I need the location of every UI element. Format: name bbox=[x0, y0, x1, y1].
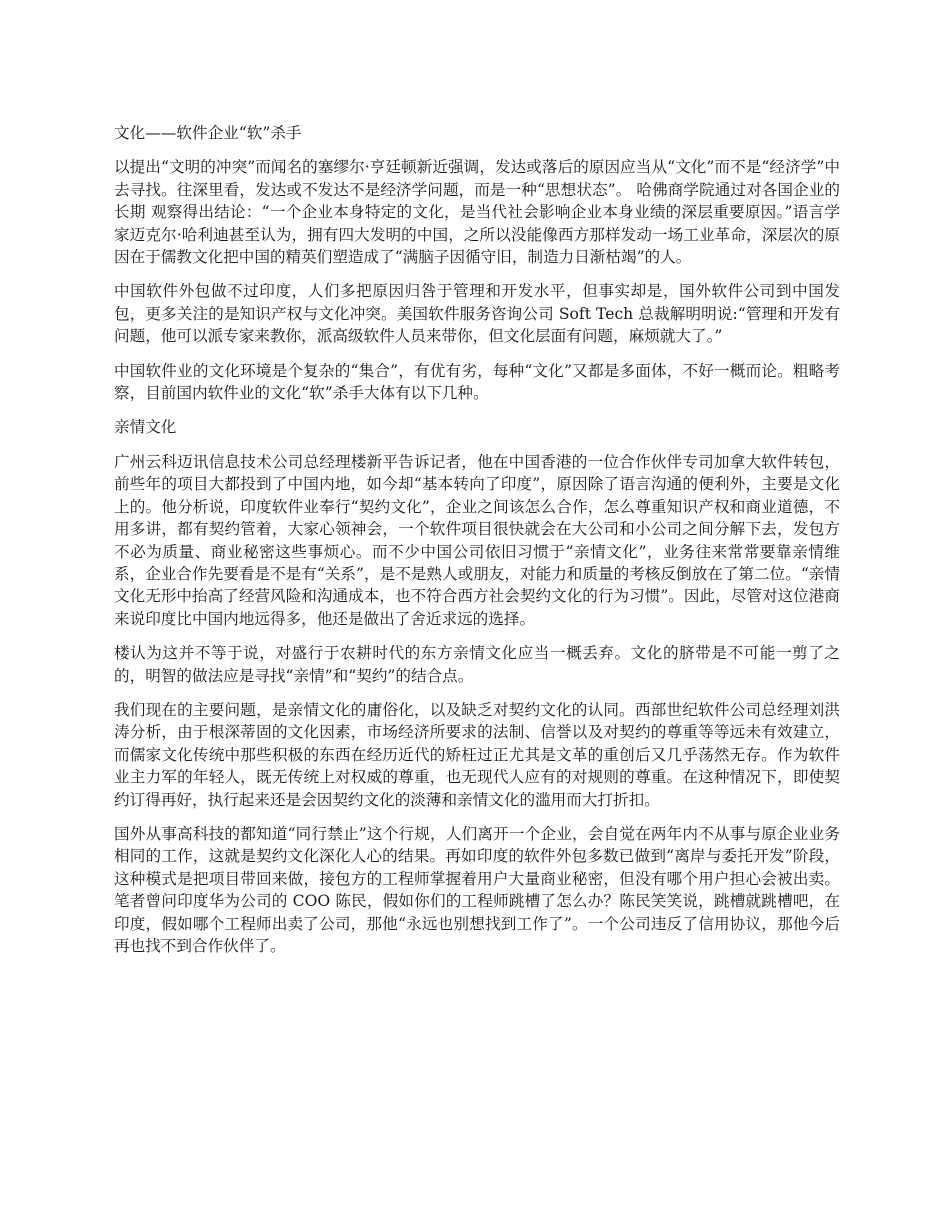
paragraph: 中国软件业的文化环境是个复杂的“集合”，有优有劣，每种“文化”又都是多面体，不好一概而论。粗略考察，目前国内软件业的文化“软”杀手大体有以下几种。 bbox=[114, 361, 840, 403]
paragraph: 广州云科迈讯信息技术公司总经理楼新平告诉记者，他在中国香港的一位合作伙伴专司加拿大软件转包，前些年的项目大都投到了中国内地，如今却“基本转向了印度”，原因除了语言沟通的便利外，主要是文化上的。他分析说，印度软件业奉行“契约文化”，企业之间该怎么合作，怎么尊重知识产权和商业道德，不用多讲，都有契约管着，大家心领神会，一个软件项目很快就会在大公司和小公司之间分解下去，发包方不必为质量、商业秘密这些事烦心。而不少中国公司依旧习惯于“亲情文化”，业务往来常常要靠亲情维系，企业合作先要看是不是有“关系”，是不是熟人或朋友，对能力和质量的考核反倒放在了第二位。“亲情文化无形中抬高了经营风险和沟通成本，也不符合西方社会契约文化的行为习惯”。因此，尽管对这位港商来说印度比中国内地远得多，他还是做出了舍近求远的选择。 bbox=[114, 452, 840, 628]
paragraph: 楼认为这并不等于说，对盛行于农耕时代的东方亲情文化应当一概丢弃。文化的脐带是不可能一剪了之的，明智的做法应是寻找“亲情”和“契约”的结合点。 bbox=[114, 644, 840, 685]
section-heading: 亲情文化 bbox=[114, 418, 177, 437]
paragraph: 我们现在的主要问题，是亲情文化的庸俗化，以及缺乏对契约文化的认同。西部世纪软件公司总经理刘洪涛分析，由于根深蒂固的文化因素，市场经济所要求的法制、信誉以及对契约的尊重等等远未有效建立，而儒家文化传统中那些积极的东西在经历近代的矫枉过正尤其是文革的重创后又几乎荡然无存。作为软件业主力军的年轻人，既无传统上对权威的尊重，也无现代人应有的对规则的尊重。在这种情况下，即使契约订得再好，执行起来还是会因契约文化的淡薄和亲情文化的滥用而大打折扣。 bbox=[114, 700, 840, 809]
paragraph: 中国软件外包做不过印度，人们多把原因归咎于管理和开发水平，但事实却是，国外软件公司到中国发包，更多关注的是知识产权与文化冲突。美国软件服务咨询公司 Soft Tech 总裁解明明说:“管理和开发有问题，他可以派专家来教你，派高级软件人员来带你，但文化层面有问题，麻烦就大了。” bbox=[114, 282, 840, 346]
paragraph: 国外从事高科技的都知道“同行禁止”这个行规，人们离开一个企业，会自觉在两年内不从事与原企业业务相同的工作，这就是契约文化深化人心的结果。再如印度的软件外包多数已做到“离岸与委托开发”阶段，这种模式是把项目带回来做，接包方的工程师掌握着用户大量商业秘密，但没有哪个用户担心会被出卖。笔者曾问印度华为公司的 COO 陈民，假如你们的工程师跳槽了怎么办？陈民笑笑说，跳槽就跳槽吧，在印度，假如哪个工程师出卖了公司，那他“永远也别想找到工作了”。一个公司违反了信用协议，那他今后再也找不到合作伙伴了。 bbox=[114, 824, 840, 955]
document-page bbox=[114, 122, 840, 969]
paragraph: 以提出“文明的冲突”而闻名的塞缪尔·亨廷顿新近强调，发达或落后的原因应当从“文化”而不是“经济学”中去寻找。往深里看，发达或不发达不是经济学问题，而是一种“思想状态”。 哈佛商学院通过对各国企业的长期 观察得出结论：“一个企业本身特定的文化，是当代社会影响企业本身业绩的深层重要原因。”语言学家迈克尔·哈利迪甚至认为，拥有四大发明的中国，之所以没能像西方那样发动一场工业革命，深层次的原因在于儒教文化把中国的精英们塑造成了“满脑子因循守旧，制造力日渐枯竭”的人。 bbox=[114, 158, 840, 267]
document-title: 文化——软件企业“软”杀手 bbox=[114, 124, 302, 142]
